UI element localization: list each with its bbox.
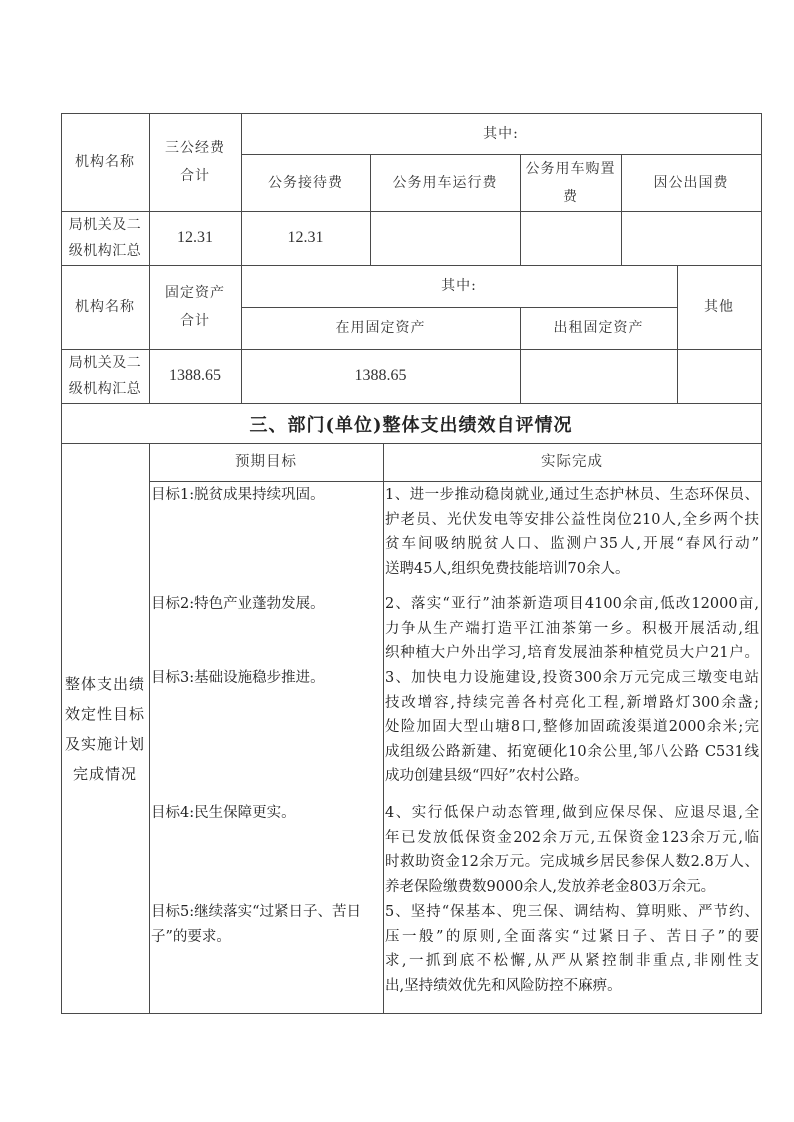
goal-item bbox=[151, 666, 381, 691]
actual-line: 贫车间吸纳脱贫人口、监测户35人,开展“春风行动” bbox=[385, 536, 759, 552]
header-total bbox=[149, 113, 241, 211]
actual-line: 出,坚持绩效优先和风险防控不麻痹。 bbox=[385, 977, 622, 994]
header-car-running bbox=[370, 154, 520, 211]
header-abroad bbox=[621, 154, 761, 211]
actual-line: 3、加快电力设施建设,投资300余万元完成三墩变电站 bbox=[385, 670, 759, 686]
header-label: 公务接待费 bbox=[268, 174, 343, 191]
actual-line: 求,一抓到底不松懈,从严从紧控制非重点,非刚性支 bbox=[385, 953, 759, 969]
header-car-purchase bbox=[520, 154, 621, 211]
actual-line: 养老保险缴费数9000余人,发放养老金803万余元。 bbox=[385, 878, 716, 895]
row-org-name bbox=[61, 349, 149, 403]
table-border bbox=[761, 113, 762, 265]
section-title: 三、部门(单位)整体支出绩效自评情况 bbox=[249, 414, 573, 436]
goal-text: 目标4:民生保障更实。 bbox=[151, 805, 296, 821]
header-label: 三公经费 bbox=[165, 140, 225, 156]
actual-line: 成组级公路新建、拓宽硬化10余公里,邹八公路 C531线 bbox=[385, 743, 759, 760]
cell-other bbox=[677, 349, 761, 403]
goal-text: 子”的要求。 bbox=[151, 928, 231, 945]
label-line: 效定性目标 bbox=[64, 704, 145, 723]
header-label: 机构名称 bbox=[75, 154, 135, 170]
actual-line: 护老员、光伏发电等安排公益性岗位210人,全乡两个扶 bbox=[385, 511, 759, 528]
actual-line: 5、坚持“保基本、兜三保、调结构、算明账、严节约、 bbox=[385, 904, 759, 920]
header-total bbox=[149, 265, 241, 349]
actual-line: 送聘45人,组织免费技能培训70余人。 bbox=[385, 560, 630, 577]
actual-line: 1、进一步推动稳岗就业,通过生态护林员、生态环保员、 bbox=[385, 487, 759, 503]
header-label: 在用固定资产 bbox=[335, 320, 426, 336]
actual-line: 处险加固大型山塘8口,整修加固疏浚渠道2000余米;完 bbox=[385, 719, 759, 735]
header-label: 公务用车运行费 bbox=[392, 174, 498, 191]
header-label: 合计 bbox=[180, 313, 210, 329]
actual-line: 成功创建县级“四好”农村公路。 bbox=[385, 768, 589, 784]
actual-line: 时救助资金12余万元。完成城乡居民参保人数2.8万人、 bbox=[385, 854, 759, 870]
header-reception bbox=[241, 154, 370, 211]
header-label: 合计 bbox=[180, 168, 210, 184]
header-label: 预期目标 bbox=[235, 454, 297, 470]
cell-rented bbox=[520, 349, 677, 403]
cell-in-use: 1388.65 bbox=[354, 367, 407, 384]
actual-line: 年已发放低保资金202余万元,五保资金123余万元,临 bbox=[385, 829, 759, 846]
actual-line: 力争从生产端打造平江油茶第一乡。积极开展活动,组 bbox=[385, 620, 759, 637]
table-border bbox=[761, 403, 762, 1014]
cell-car-purchase bbox=[520, 211, 621, 265]
header-label: 费 bbox=[563, 188, 578, 205]
actual-line: 2、落实“亚行”油茶新造项目4100余亩,低改12000亩, bbox=[385, 596, 759, 612]
cell-reception: 12.31 bbox=[287, 229, 324, 246]
goal-text: 目标5:继续落实“过紧日子、苦日 bbox=[151, 904, 362, 920]
table-border bbox=[61, 1013, 762, 1014]
label-line: 完成情况 bbox=[72, 764, 137, 783]
actual-line: 技改增容,持续完善各村亮化工程,新增路灯300余盏; bbox=[385, 694, 759, 711]
header-label: 固定资产 bbox=[165, 285, 225, 301]
header-label: 其中: bbox=[483, 125, 519, 142]
label-line: 及实施计划 bbox=[64, 734, 145, 753]
actual-line: 4、实行低保户动态管理,做到应保尽保、应退尽退,全 bbox=[385, 805, 759, 821]
table-border bbox=[761, 265, 762, 403]
cell-text: 级机构汇总 bbox=[68, 381, 142, 397]
cell-total: 1388.65 bbox=[169, 367, 221, 384]
actual-item bbox=[385, 801, 759, 899]
header-org-name bbox=[61, 113, 149, 211]
actual-item bbox=[385, 666, 759, 789]
row-org-name bbox=[61, 211, 149, 265]
header-label: 公务用车购置 bbox=[525, 160, 616, 177]
header-label: 出租固定资产 bbox=[553, 320, 644, 336]
header-other bbox=[677, 265, 761, 349]
label-line: 整体支出绩 bbox=[64, 674, 145, 693]
goal-item bbox=[151, 900, 381, 949]
goal-text: 目标2:特色产业蓬勃发展。 bbox=[151, 596, 325, 612]
cell-text: 局机关及二 bbox=[68, 355, 142, 371]
header-label: 实际完成 bbox=[541, 454, 603, 470]
header-label: 机构名称 bbox=[75, 299, 135, 315]
actual-item bbox=[385, 592, 759, 666]
header-actual-completion bbox=[383, 443, 761, 481]
qualitative-goals-label bbox=[61, 443, 149, 1014]
header-of-which bbox=[241, 265, 677, 307]
actual-line: 织种植大户外出学习,培育发展油茶种植党员大户21户。 bbox=[385, 645, 759, 661]
cell-text: 局机关及二 bbox=[68, 217, 142, 233]
cell-abroad bbox=[621, 211, 761, 265]
header-in-use bbox=[241, 307, 520, 349]
cell-total: 12.31 bbox=[177, 229, 213, 246]
actual-item bbox=[385, 900, 759, 998]
header-label: 其中: bbox=[441, 278, 477, 294]
goal-text: 目标1:脱贫成果持续巩固。 bbox=[151, 487, 325, 503]
header-rented bbox=[520, 307, 677, 349]
header-of-which bbox=[241, 113, 761, 154]
actual-item bbox=[385, 483, 759, 581]
header-expected-goal bbox=[149, 443, 383, 481]
header-label: 因公出国费 bbox=[653, 174, 729, 191]
cell-text: 级机构汇总 bbox=[68, 243, 142, 259]
actual-line: 压一般”的原则,全面落实“过紧日子、苦日子”的要 bbox=[385, 928, 759, 945]
header-label: 其他 bbox=[704, 299, 734, 315]
goal-text: 目标3:基础设施稳步推进。 bbox=[151, 670, 325, 686]
header-org-name bbox=[61, 265, 149, 349]
cell-car-running bbox=[370, 211, 520, 265]
goal-item bbox=[151, 801, 381, 826]
goal-item bbox=[151, 592, 381, 617]
goal-item bbox=[151, 483, 381, 508]
